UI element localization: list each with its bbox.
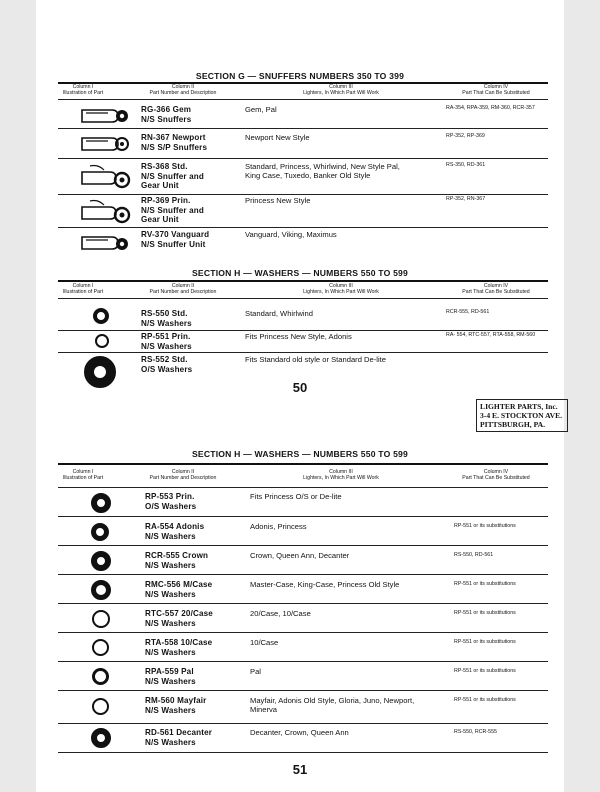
lighters-text: Pal (250, 667, 261, 676)
col2-header: Column II Part Number and Description (149, 469, 217, 482)
stamp-line: 3-4 E. STOCKTON AVE. (480, 411, 563, 420)
table-row (36, 196, 564, 230)
section-h-title: SECTION H — WASHERS — NUMBERS 550 TO 599 (191, 449, 409, 459)
section-g-title: SECTION G — SNUFFERS NUMBERS 350 TO 399 (195, 71, 405, 81)
col1-header: Column I Illustration of Part (62, 469, 104, 482)
part-number: RD-561 Decanter N/S Washers (145, 728, 213, 747)
table-row (36, 691, 564, 723)
washer-icon (91, 493, 111, 513)
lighters-text: Adonis, Princess (250, 522, 307, 531)
col3-header: Column III Lighters, In Which Part Will Work (303, 84, 379, 97)
washer-icon (91, 523, 109, 541)
col3-header: Column III Lighters, In Which Part Will Work (303, 469, 379, 482)
col4-header: Column IV Part That Can Be Substituted (462, 84, 530, 97)
section-h-top-rule (58, 463, 548, 465)
part-number: RTC-557 20/Case N/S Washers (145, 609, 213, 628)
section-h-top-rule (58, 280, 548, 282)
washer-icon (91, 728, 111, 748)
lighters-text: Gem, Pal (245, 105, 277, 114)
row-rule (58, 128, 548, 129)
part-number: RCR-555 Crown N/S Washers (145, 551, 209, 570)
washer-icon (92, 668, 109, 685)
lighters-text: Fits Princess New Style, Adonis (245, 332, 352, 341)
row-rule (58, 227, 548, 228)
col1-header: Column I Illustration of Part (62, 84, 104, 97)
part-number: RS-550 Std. N/S Washers (141, 309, 192, 328)
table-row (36, 130, 564, 158)
page-number: 50 (292, 380, 308, 395)
washer-icon (92, 610, 110, 628)
header-rule (58, 99, 548, 100)
part-number: RV-370 Vanguard N/S Snuffer Unit (141, 230, 210, 249)
col2-header: Column II Part Number and Description (149, 283, 217, 296)
stamp-line: LIGHTER PARTS, Inc. (480, 402, 558, 411)
washer-icon (91, 580, 111, 600)
table-row (36, 575, 564, 604)
part-number: RP-551 Prin. N/S Washers (141, 332, 192, 351)
col4-header: Column IV Part That Can Be Substituted (462, 283, 530, 296)
page-number: 51 (292, 762, 308, 777)
substitute-text: RP-352, RN-367 (446, 196, 486, 202)
substitute-text: RP-551 or its substitutions (454, 697, 516, 703)
substitute-text: RA- 554, RTC-557, RTA-558, RM-560 (446, 332, 536, 338)
part-number: RP-369 Prin. N/S Snuffer and Gear Unit (141, 196, 204, 225)
substitute-text: RS-350, RD-361 (446, 162, 486, 168)
table-row (36, 724, 564, 753)
table-bottom-rule (58, 752, 548, 753)
table-row (36, 331, 564, 353)
lighters-text: Master-Case, King-Case, Princess Old Style (250, 580, 400, 589)
table-row (36, 160, 564, 196)
lighters-text: Fits Standard old style or Standard De-lite (245, 355, 386, 364)
washer-icon (93, 308, 109, 324)
lighters-text: Fits Princess O/S or De-lite (250, 492, 342, 501)
substitute-text: RA-354, RPA-359, RM-360, RCR-357 (446, 105, 535, 111)
dealer-stamp (476, 399, 568, 432)
header-rule (58, 298, 548, 299)
lighters-text: 20/Case, 10/Case (250, 609, 311, 618)
table-row (36, 546, 564, 575)
lighters-text: Standard, Whirlwind (245, 309, 313, 318)
table-row (36, 662, 564, 691)
table-row (36, 300, 564, 330)
part-number: RS-552 Std. O/S Washers (141, 355, 193, 374)
part-number: RN-367 Newport N/S S/P Snuffers (141, 133, 208, 152)
col1-header: Column I Illustration of Part (62, 283, 104, 296)
substitute-text: RP-551 or its substitutions (454, 639, 516, 645)
part-number: RMC-556 M/Case N/S Washers (145, 580, 213, 599)
col4-header: Column IV Part That Can Be Substituted (462, 469, 530, 482)
substitute-text: RP-352, RP-369 (446, 133, 485, 139)
lighters-text: Decanter, Crown, Queen Ann (250, 728, 349, 737)
lighters-text: Standard, Princess, Whirlwind, New Style Pal, King Case, Tuxedo, Banker Old Style (245, 162, 400, 181)
part-number: RS-368 Std. N/S Snuffer and Gear Unit (141, 162, 204, 191)
table-row (36, 604, 564, 633)
washer-icon (95, 334, 109, 348)
substitute-text: RS-550, RD-561 (454, 552, 494, 558)
lighters-text: Newport New Style (245, 133, 310, 142)
row-rule (58, 158, 548, 159)
col2-header: Column II Part Number and Description (149, 84, 217, 97)
washer-icon (91, 551, 111, 571)
table-row (36, 488, 564, 517)
part-number: RA-554 Adonis N/S Washers (145, 522, 205, 541)
washer-icon (92, 639, 109, 656)
lighters-text: Princess New Style (245, 196, 311, 205)
substitute-text: RP-551 or its substitutions (454, 581, 516, 587)
table-row (36, 101, 564, 131)
table-row (36, 633, 564, 662)
part-number: RP-553 Prin. O/S Washers (145, 492, 197, 511)
part-number: RPA-559 Pal N/S Washers (145, 667, 196, 686)
catalog-page (36, 0, 564, 792)
row-rule (58, 194, 548, 195)
section-h-title: SECTION H — WASHERS — NUMBERS 550 TO 599 (191, 268, 409, 278)
table-row (36, 517, 564, 546)
part-number: RM-560 Mayfair N/S Washers (145, 696, 207, 715)
stamp-line: PITTSBURGH, PA. (480, 420, 546, 429)
substitute-text: RP-551 or its substitutions (454, 610, 516, 616)
table-row (36, 229, 564, 257)
substitute-text: RP-551 or its substitutions (454, 668, 516, 674)
lighters-text: Vanguard, Viking, Maximus (245, 230, 337, 239)
part-number: RG-366 Gem N/S Snuffers (141, 105, 192, 124)
col3-header: Column III Lighters, In Which Part Will Work (303, 283, 379, 296)
lighters-text: Mayfair, Adonis Old Style, Gloria, Juno, Newport, Minerva (250, 696, 415, 715)
part-number: RTA-558 10/Case N/S Washers (145, 638, 213, 657)
substitute-text: RCR-555, RD-561 (446, 309, 490, 315)
washer-icon (92, 698, 109, 715)
lighters-text: Crown, Queen Ann, Decanter (250, 551, 350, 560)
lighters-text: 10/Case (250, 638, 279, 647)
substitute-text: RS-550, RCR-555 (454, 729, 497, 735)
substitute-text: RP-551 or its substitutions (454, 523, 516, 529)
